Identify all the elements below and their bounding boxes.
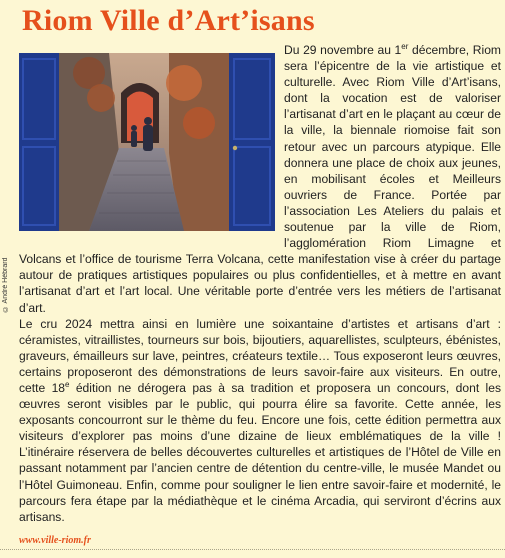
article-body <box>19 42 501 525</box>
photo-spacer <box>19 42 275 247</box>
article-title: Riom Ville d’Art’isans <box>22 4 315 37</box>
photo-credit: © André Hébrard <box>2 257 9 312</box>
p2-text-start: Le cru 2024 mettra ainsi en lumière une soixantaine d’artistes et artisans d’art : céramistes, vitraillistes, tourneurs sur bois, bijoutiers, aquarellistes, sculpteurs, ébénistes, graveurs, émailleurs sur lave, peintres, créateurs textile… Tous exposeront leurs œuvres, certains proposeront des démonstrations de leurs savoir-faire aux visiteurs. En outre, cette 18 <box>19 316 501 395</box>
p1-text-end: décembre, Riom sera l’épicentre de la vie artistique et culturelle. Avec Riom Ville d’Art’isans, dont la vocation est de valoriser l’artisanat d’art en le plaçant au cœur de la ville, la biennale riomoise fait son retour avec un parcours atypique. Elle donnera une place de choix aux jeunes, en mobilisant écoles et Meilleurs ouvriers de France. Portée par l’association Les Ateliers du palais et soutenue par la ville de Riom, l’agglomération Riom Limagne et Volcans et l’office de tourisme Terra Volcana, cette manifestation vise à créer du partage autour de pratiques artistiques populaires ou plus confidentielles, et à mettre en avant l’artisanat d’art et l’art local. Une véritable porte d’entrée vers les métiers de l’artisanat d’art. <box>19 43 501 315</box>
bottom-divider <box>0 549 505 550</box>
p1-superscript: er <box>401 41 409 51</box>
p2-superscript: e <box>65 379 70 389</box>
website-link[interactable]: www.ville-riom.fr <box>19 535 91 546</box>
paragraph-2 <box>19 316 501 525</box>
p1-text-start: Du 29 novembre au 1 <box>284 43 402 57</box>
p2-text-end: édition ne dérogera pas à sa tradition et proposera un concours, dont les œuvres seront visibles par le public, qui pourra élire sa favorite. Cette année, les exposants concourront sur le thème du feu. Encore une fois, cette édition permettra aux visiteurs d’explorer pas moins d’une dizaine de lieux emblématiques de la ville ! L’itinéraire réservera de belles découvertes culturelles et artistiques de l’Hôtel de Ville en passant notamment par l’ancien centre de détention du centre-ville, le musée Mandet ou l’Hôtel Guimoneau. Enfin, comme pour souligner le lien entre savoir-faire et modernité, le parcours fera étape par la médiathèque et le cinéma Arcadia, qui serviront d’écrins aux artisans. <box>19 380 501 524</box>
